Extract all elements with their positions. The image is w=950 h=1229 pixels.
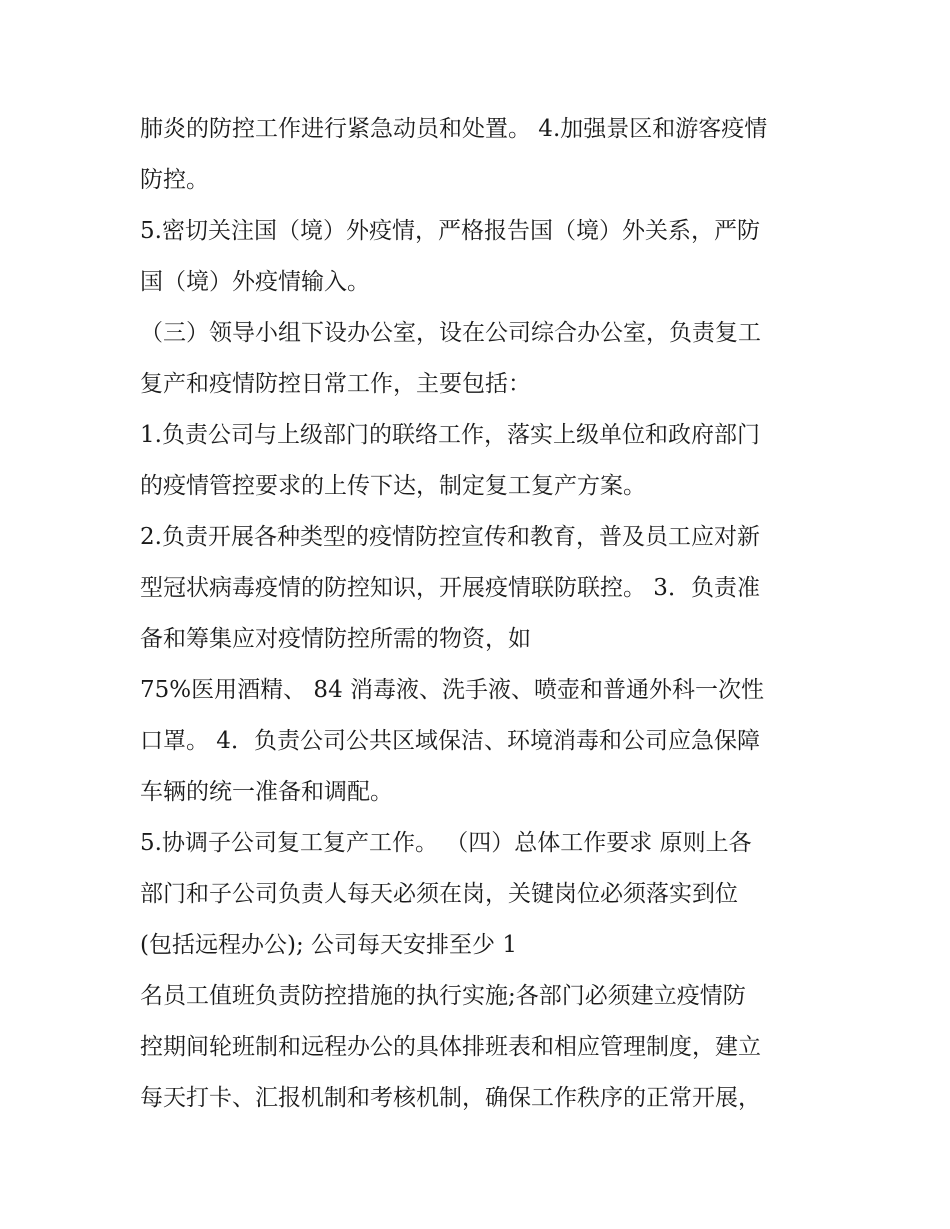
text-line: 5.协调子公司复工复产工作。 （四）总体工作要求 原则上各: [140, 830, 752, 856]
text-line: 部门和子公司负责人每天必须在岗，关键岗位必须落实到位: [140, 881, 738, 907]
text-line: 口罩。 4．负责公司公共区域保洁、环境消毒和公司应急保障: [140, 728, 760, 754]
text-line: 防控。: [140, 167, 209, 193]
text-line: 肺炎的防控工作进行紧急动员和处置。 4.加强景区和游客疫情: [140, 116, 768, 142]
text-line: (包括远程办公); 公司每天安排至少 1: [140, 932, 517, 958]
text-line: 5.密切关注国（境）外疫情，严格报告国（境）外关系，严防: [140, 218, 760, 244]
text-line: 1.负责公司与上级部门的联络工作，落实上级单位和政府部门: [140, 422, 760, 448]
text-line: 控期间轮班制和远程办公的具体排班表和相应管理制度，建立: [140, 1034, 761, 1060]
text-line: 复产和疫情防控日常工作，主要包括：: [140, 371, 531, 397]
text-line: 备和筹集应对疫情防控所需的物资，如: [140, 626, 531, 652]
text-line: 每天打卡、汇报机制和考核机制，确保工作秩序的正常开展，: [140, 1085, 761, 1111]
text-line: 车辆的统一准备和调配。: [140, 779, 393, 805]
text-line: 国（境）外疫情输入。: [140, 269, 370, 295]
text-line: 2.负责开展各种类型的疫情防控宣传和教育，普及员工应对新: [140, 524, 760, 550]
text-line: 的疫情管控要求的上传下达，制定复工复产方案。: [140, 473, 646, 499]
text-line: （三）领导小组下设办公室，设在公司综合办公室，负责复工: [140, 320, 761, 346]
text-line: 名员工值班负责防控措施的执行实施;各部门必须建立疫情防: [140, 983, 746, 1009]
text-line: 75%医用酒精、 84 消毒液、洗手液、喷壶和普通外科一次性: [140, 677, 765, 703]
text-line: 型冠状病毒疫情的防控知识，开展疫情联防联控。 3．负责准: [140, 575, 760, 601]
